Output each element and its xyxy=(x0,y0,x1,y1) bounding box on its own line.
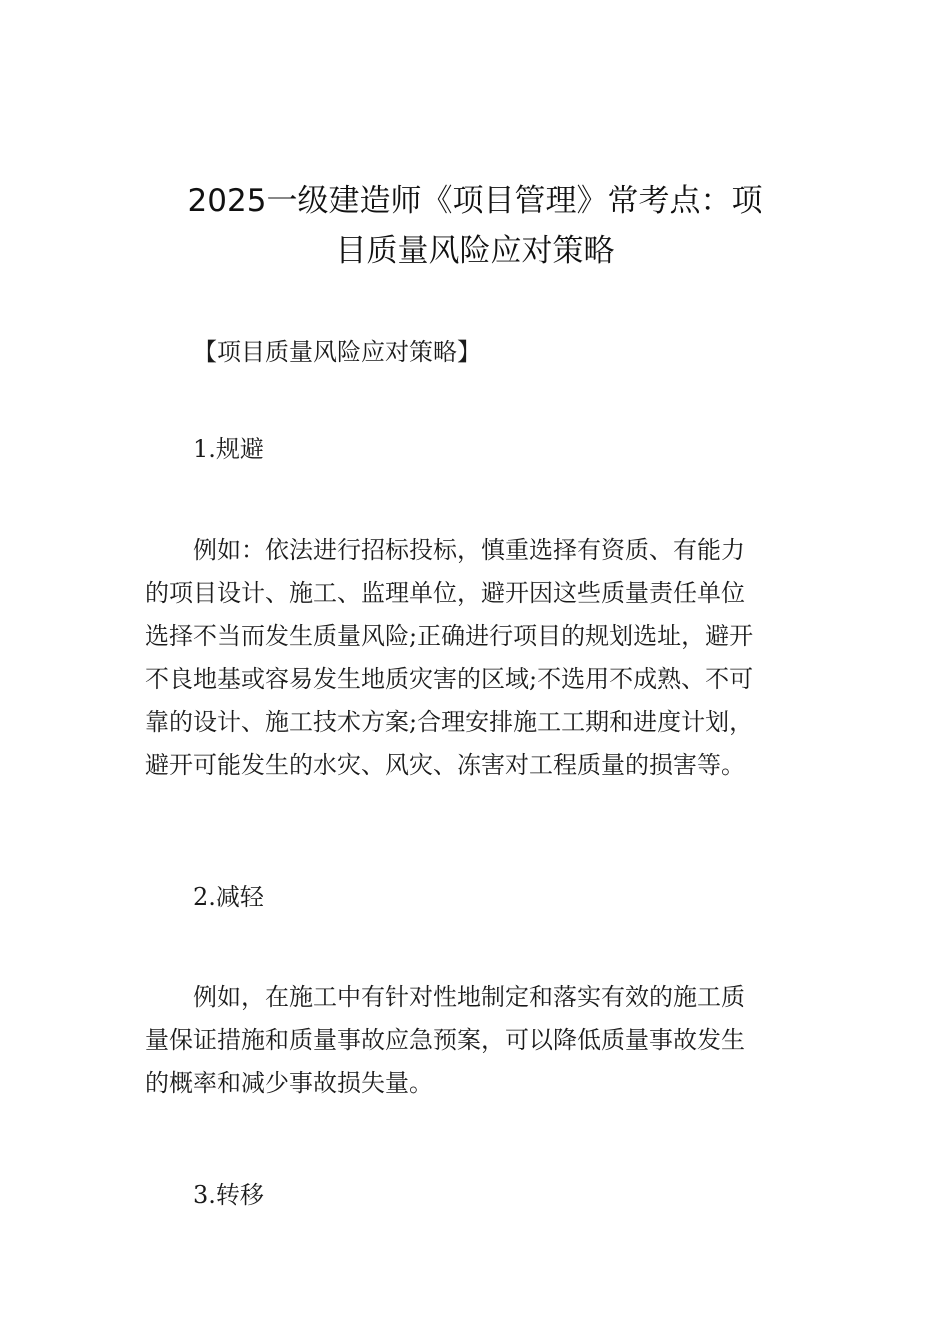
paragraph-line: 例如：依法进行招标投标，慎重选择有资质、有能力 xyxy=(193,536,745,564)
paragraph-line: 选择不当而发生质量风险;正确进行项目的规划选址，避开 xyxy=(145,622,754,650)
item-1-label: 1.规避 xyxy=(193,435,264,463)
item-2-label: 2.减轻 xyxy=(193,883,264,911)
item-1-paragraph xyxy=(145,529,807,787)
section-heading: 【项目质量风险应对策略】 xyxy=(193,338,481,366)
item-3-label: 3.转移 xyxy=(193,1181,264,1209)
title-line-2: 目质量风险应对策略 xyxy=(335,233,615,269)
paragraph-line: 靠的设计、施工技术方案;合理安排施工工期和进度计划， xyxy=(145,708,754,736)
item-2-paragraph xyxy=(145,976,807,1105)
paragraph-line: 的项目设计、施工、监理单位，避开因这些质量责任单位 xyxy=(145,579,745,607)
paragraph-line: 的概率和减少事故损失量。 xyxy=(145,1069,433,1097)
paragraph-line: 避开可能发生的水灾、风灾、冻害对工程质量的损害等。 xyxy=(145,751,745,779)
title-line-1: 2025一级建造师《项目管理》常考点：项 xyxy=(187,183,763,219)
paragraph-line: 例如，在施工中有针对性地制定和落实有效的施工质 xyxy=(193,983,745,1011)
document-title xyxy=(145,176,805,276)
paragraph-line: 不良地基或容易发生地质灾害的区域;不选用不成熟、不可 xyxy=(145,665,754,693)
paragraph-line: 量保证措施和质量事故应急预案，可以降低质量事故发生 xyxy=(145,1026,745,1054)
